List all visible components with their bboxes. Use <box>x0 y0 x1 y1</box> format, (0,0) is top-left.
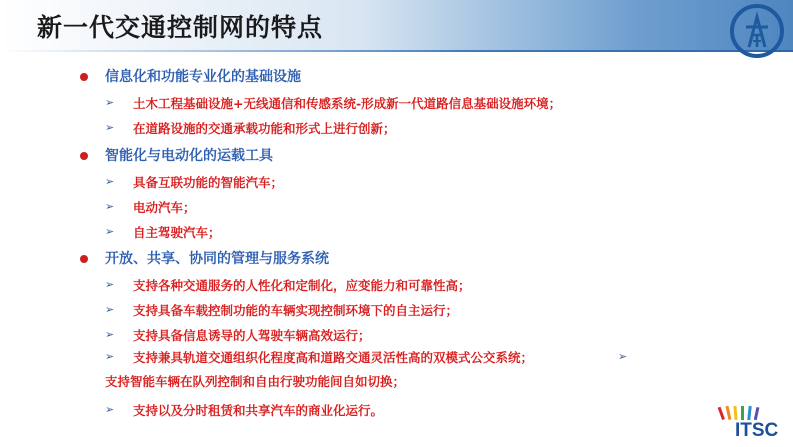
list-item: 支持具备车载控制功能的车辆实现控制环境下的自主运行； <box>133 303 459 318</box>
itsc-logo-text: ITSC <box>735 420 779 441</box>
section-bullet <box>80 73 88 81</box>
section-bullet <box>80 255 88 263</box>
list-item: 自主驾驶汽车； <box>133 225 221 240</box>
arrow-bullet: ➢ <box>105 403 115 416</box>
list-item: 土木工程基础设施+无线通信和传感系统-形成新一代道路信息基础设施环境； <box>133 96 562 111</box>
arrow-bullet: ➢ <box>105 350 115 363</box>
list-item: 支持具备信息诱导的人驾驶车辆高效运行； <box>133 328 371 343</box>
list-item: 支持各种交通服务的人性化和定制化，应变能力和可靠性高； <box>133 278 471 293</box>
list-item: 支持以及分时租赁和共享汽车的商业化运行。 <box>133 403 384 418</box>
section-bullet <box>80 152 88 160</box>
arrow-bullet: ➢ <box>105 328 115 341</box>
list-item: 电动汽车； <box>133 200 196 215</box>
arrow-bullet: ➢ <box>105 278 115 291</box>
arrow-bullet: ➢ <box>105 303 115 316</box>
list-item: 在道路设施的交通承载功能和形式上进行创新； <box>133 121 396 136</box>
list-item: 支持智能车辆在队列控制和自由行驶功能间自如切换； <box>105 374 406 389</box>
section-heading: 智能化与电动化的运载工具 <box>105 148 273 164</box>
list-item: 具备互联功能的智能汽车； <box>133 175 284 190</box>
list-item: 支持兼具轨道交通组织化程度高和道路交通灵活性高的双模式公交系统； <box>133 350 534 365</box>
arrow-bullet: ➢ <box>105 175 115 188</box>
arrow-bullet: ➢ <box>618 350 628 363</box>
section-heading: 开放、共享、协同的管理与服务系统 <box>105 251 329 267</box>
arrow-bullet: ➢ <box>105 200 115 213</box>
slide-title: 新一代交通控制网的特点 <box>37 13 324 42</box>
arrow-bullet: ➢ <box>105 225 115 238</box>
arrow-bullet: ➢ <box>105 121 115 134</box>
arrow-bullet: ➢ <box>105 96 115 109</box>
section-heading: 信息化和功能专业化的基础设施 <box>105 69 301 85</box>
